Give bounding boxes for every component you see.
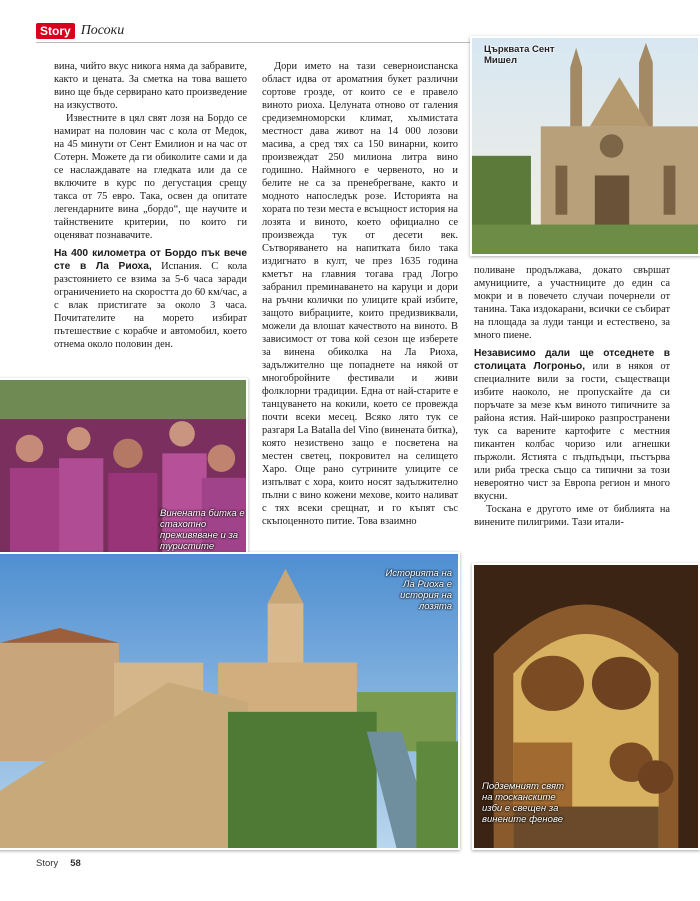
church-photo [470,36,700,256]
col1-paragraph-3 [54,247,247,351]
cellar-caption: Подземният свят на тосканските изби е свещен за винените фенове [482,781,565,825]
wine-battle-photo [0,378,248,561]
town-photo [0,552,460,850]
page-header [36,22,124,40]
footer-brand: Story [36,858,59,869]
col3-paragraph-2 [474,347,670,503]
col3-lead: Независимо дали ще отседнете в столицата Логроньо, [474,348,670,372]
column-2 [262,60,458,528]
page-number: 58 [70,858,81,869]
column-1 [54,60,247,351]
page-footer [36,858,81,869]
column-3 [474,264,670,529]
col3-paragraph-3: Тоскана е другото име от библията на винените пилигрими. Тази итали- [474,504,670,528]
wine-battle-caption: Винената битка е стахотно преживяване и за туристите [160,508,245,552]
col3-paragraph-1: поливане продължава, докато свършат амунициите, а участниците до един са мокри и в повечето случаи почернели от танина. Така издокарани, всички се събират на площада за луди танци и естествено, за много пиене. [474,265,670,341]
col3-paragraph-2-text: или в някоя от специалните вили за гости, съществащи избите наоколо, не пропускайте да си поръчате за мезе към виното типичните за района ястия. Най-широко разпространени тук са варените картофите с местния пикантен колбас чоризо или агнешки пържоли. Ястията с пъдпъдъци, пъстърва или риба треска също са типични за този невероятно чист за Европа регион и много вкусни. [474,361,671,502]
col1-paragraph-1: вина, чийто вкус никога няма да забравите, както и цената. За сметка на това вашето вино ще бъде сервирано като произведение на изкуството. [54,61,247,111]
col1-lead: На 400 километра от Бордо пък вече сте в Ла Риоха, [54,248,247,272]
section-title: Посоки [80,23,125,38]
cellar-photo [472,563,700,850]
col1-paragraph-2: Известните в цял свят лозя на Бордо се намират на половин час с кола от Медок, на 45 минути от Сент Емилион и на час от Сотерн. Можете да ги обиколите сами и да се наслаждавате на гледката или да се включите в курс по дегустация срещу такса от 75 евро. Така, освен да опитате легендарните вина „бордо“, ще научите и тайнствените критерии, по които ги оценяват познавачите. [54,113,247,241]
church-caption: Църквата Сент Мишел [484,44,555,66]
brand-logo: Story [36,23,75,39]
history-caption: Историята на Ла Риоха е история на лозята [385,568,452,612]
col2-paragraph-1: Дори името на тази северноиспанска област идва от ароматния букет различни сортове грозде, от които се е правело виното риоха. Целуната отново от галения средиземноморски климат, хълмистата местност дава живот на 14 000 лозови масива, а сред тях са 150 винарни, които произвеждат 250 милиона литра вино годишно. Наймного е червеното, но и белите не са за пренебрегване, както и модното напоследък розе. Историята на хората по тези места е всъщност история на лозята и виното, което официално се произвежда тук от десети век. Сътворяването на напитката било така издигнато в култ, че през 1635 година кметът на главния тогава град Логро забранил преминаването на каруци и дори на ръчни колички по улиците край избите, защото вибрациите, които предизвиквали, можели да влошат качеството на виното. В зависимост от това кой сезон ще изберете за винена обиколка на Ла Риоха, задължително ще попаднете на някой от многобройните фестивали и живи фолклорни традиции. Една от най-старите е танцуването на кокили, което се провежда почти всеки месец. Всяко лято тук се разгаря La Batalla del Vino (винената битка), която незиствено защо е посветена на местен светец, покровител на селището Харо. Още рано сутрините улиците се изпълват с хора, които носят задължително пълни с вино кожени мехове, които наливат с тях всеки срещнат, и го къпят със скъпоценното питие. Това взаимно [262,61,458,527]
col1-paragraph-3-text: Испания. С кола разстоянието се взима за 5-6 часа заради ограничението на скоростта до 60 км/час, а с влак пристигате за около 3 часа. Почитателите на морето избират пътешествие с корабче и автомобил, което отнема около половин ден. [54,261,247,350]
